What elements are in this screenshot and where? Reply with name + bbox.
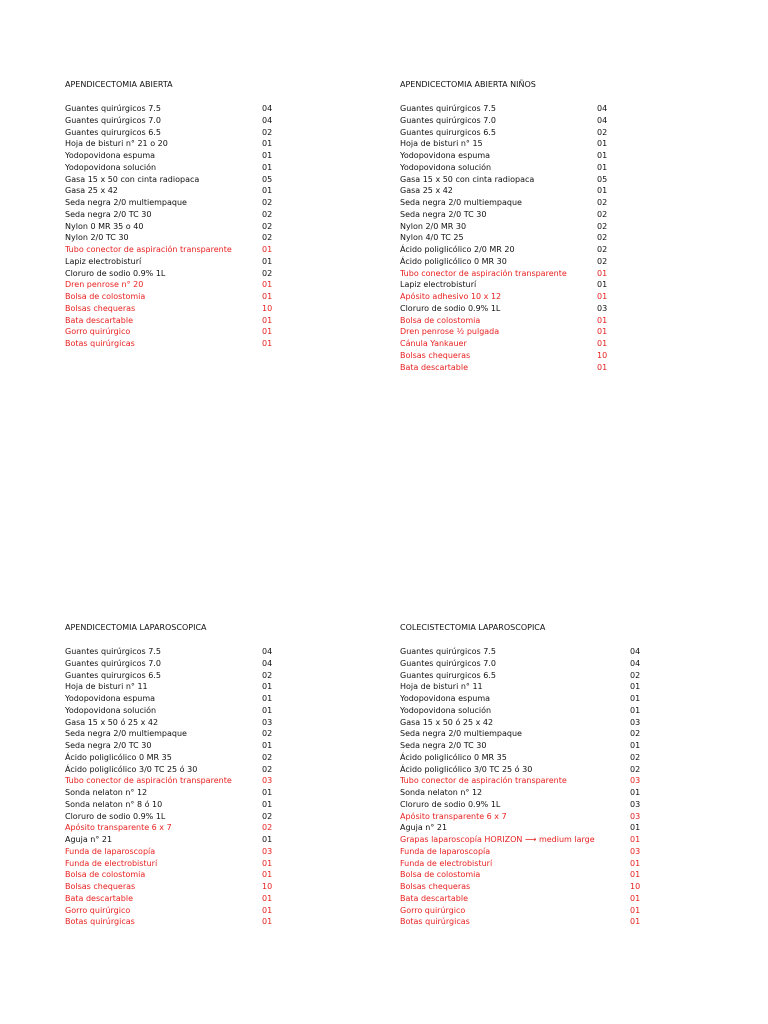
item-quantity: 10 bbox=[262, 882, 273, 891]
list-item bbox=[400, 326, 615, 338]
list-item bbox=[65, 162, 280, 174]
item-quantity: 02 bbox=[262, 233, 273, 243]
item-quantity: 03 bbox=[630, 846, 641, 856]
list-item bbox=[65, 728, 280, 740]
list-item bbox=[400, 858, 650, 870]
item-name: Hoja de bisturi n° 11 bbox=[65, 682, 148, 692]
list-item bbox=[65, 693, 280, 705]
list-item bbox=[400, 799, 650, 811]
item-name: Ácido poliglicólico 3/0 TC 25 ó 30 bbox=[400, 764, 533, 774]
item-quantity: 04 bbox=[630, 647, 641, 656]
item-name: Seda negra 2/0 multiempaque bbox=[400, 198, 522, 207]
list-item bbox=[400, 315, 615, 327]
item-name: Seda negra 2/0 multiempaque bbox=[65, 729, 187, 739]
list-item bbox=[400, 291, 615, 303]
list-item bbox=[400, 268, 615, 280]
item-quantity: 05 bbox=[597, 174, 608, 184]
item-quantity: 01 bbox=[630, 858, 641, 868]
item-quantity: 02 bbox=[262, 127, 273, 137]
section-apendicectomia-abierta-ninos bbox=[400, 79, 615, 373]
item-quantity: 03 bbox=[262, 846, 273, 856]
item-quantity: 02 bbox=[262, 823, 273, 833]
item-quantity: 02 bbox=[630, 752, 641, 762]
item-quantity: 03 bbox=[630, 776, 641, 786]
list-item bbox=[400, 893, 650, 905]
item-name: Lapiz electrobisturí bbox=[400, 280, 477, 290]
list-item bbox=[65, 811, 280, 823]
item-quantity: 01 bbox=[262, 858, 273, 868]
item-name: Guantes quirurgicos 6.5 bbox=[400, 670, 496, 680]
item-name: Gasa 15 x 50 con cinta radiopaca bbox=[65, 174, 200, 184]
list-item bbox=[65, 174, 280, 186]
item-name: Tubo conector de aspiración transparente bbox=[400, 776, 567, 786]
item-name: Apósito transparente 6 x 7 bbox=[400, 811, 507, 821]
item-quantity: 01 bbox=[262, 788, 273, 797]
item-quantity: 10 bbox=[597, 350, 608, 360]
list-item bbox=[65, 221, 280, 233]
list-item bbox=[65, 846, 280, 858]
item-quantity: 01 bbox=[630, 870, 641, 880]
item-quantity: 10 bbox=[262, 303, 273, 313]
list-item bbox=[400, 338, 615, 350]
list-item bbox=[65, 291, 280, 303]
item-quantity: 02 bbox=[630, 670, 641, 680]
list-item bbox=[65, 115, 280, 127]
item-name: Tubo conector de aspiración transparente bbox=[400, 268, 567, 278]
item-name: Ácido poliglicólico 0 MR 35 bbox=[65, 752, 172, 762]
item-list bbox=[65, 646, 280, 928]
list-item bbox=[65, 740, 280, 752]
item-name: Funda de laparoscopía bbox=[65, 846, 156, 856]
item-name: Seda negra 2/0 TC 30 bbox=[400, 209, 487, 219]
item-name: Ácido poliglicólico 0 MR 30 bbox=[400, 256, 507, 266]
list-item bbox=[400, 232, 615, 244]
item-quantity: 02 bbox=[262, 729, 273, 739]
item-name: Guantes quirurgicos 6.5 bbox=[65, 127, 161, 137]
item-name: Seda negra 2/0 TC 30 bbox=[65, 209, 152, 219]
item-name: Funda de laparoscopía bbox=[400, 846, 491, 856]
item-quantity: 01 bbox=[630, 905, 641, 915]
item-quantity: 03 bbox=[630, 811, 641, 821]
item-name: Apósito transparente 6 x 7 bbox=[65, 823, 172, 833]
item-name: Gasa 25 x 42 bbox=[400, 186, 453, 196]
item-name: Bolsa de colostomia bbox=[400, 315, 481, 325]
list-item bbox=[400, 916, 650, 928]
item-name: Seda negra 2/0 TC 30 bbox=[65, 741, 152, 750]
item-name: Hoja de bisturi n° 15 bbox=[400, 139, 483, 149]
list-item bbox=[65, 315, 280, 327]
item-name: Cánula Yankauer bbox=[400, 339, 467, 348]
item-name: Bolsa de colostomia bbox=[65, 870, 146, 880]
list-item bbox=[65, 822, 280, 834]
item-name: Yodopovidona espuma bbox=[65, 151, 156, 160]
item-quantity: 01 bbox=[630, 741, 641, 750]
list-item bbox=[65, 752, 280, 764]
item-quantity: 01 bbox=[597, 139, 608, 149]
item-quantity: 01 bbox=[597, 315, 608, 325]
item-name: Bolsas chequeras bbox=[65, 882, 136, 891]
item-name: Bata descartable bbox=[400, 362, 468, 372]
item-name: Gasa 15 x 50 ó 25 x 42 bbox=[400, 717, 494, 727]
item-quantity: 02 bbox=[597, 127, 608, 137]
item-name: Guantes quirúrgicos 7.5 bbox=[65, 647, 161, 656]
item-quantity: 04 bbox=[262, 104, 273, 113]
list-item bbox=[400, 869, 650, 881]
item-name: Aguja n° 21 bbox=[65, 835, 113, 844]
list-item bbox=[400, 905, 650, 917]
list-item bbox=[400, 775, 650, 787]
list-item bbox=[400, 162, 615, 174]
list-item bbox=[400, 197, 615, 209]
list-item bbox=[65, 197, 280, 209]
item-name: Botas quirúrgicas bbox=[65, 917, 135, 927]
item-quantity: 01 bbox=[597, 280, 608, 290]
item-name: Gasa 15 x 50 con cinta radiopaca bbox=[400, 174, 535, 184]
item-name: Apósito adhesivo 10 x 12 bbox=[400, 292, 502, 301]
list-item bbox=[65, 303, 280, 315]
item-name: Bolsas chequeras bbox=[65, 303, 136, 313]
item-name: Dren penrose n° 20 bbox=[65, 280, 144, 290]
item-name: Nylon 4/0 TC 25 bbox=[400, 233, 464, 243]
item-name: Hoja de bisturi n° 11 bbox=[400, 682, 483, 692]
item-quantity: 01 bbox=[630, 917, 641, 927]
item-quantity: 02 bbox=[262, 268, 273, 278]
list-item bbox=[65, 209, 280, 221]
section-title: COLECISTECTOMIA LAPAROSCOPICA bbox=[400, 623, 546, 632]
item-quantity: 01 bbox=[597, 162, 608, 172]
list-item bbox=[400, 811, 650, 823]
list-item bbox=[65, 799, 280, 811]
item-name: Gorro quirúrgico bbox=[65, 327, 131, 337]
list-item bbox=[400, 705, 650, 717]
item-quantity: 01 bbox=[262, 245, 273, 254]
item-quantity: 03 bbox=[597, 303, 608, 313]
item-name: Yodopovidona espuma bbox=[400, 694, 491, 703]
item-quantity: 01 bbox=[262, 905, 273, 915]
item-name: Guantes quirúrgicos 7.0 bbox=[65, 658, 161, 668]
item-quantity: 02 bbox=[262, 811, 273, 821]
item-name: Aguja n° 21 bbox=[400, 823, 448, 833]
list-item bbox=[400, 846, 650, 858]
item-quantity: 01 bbox=[262, 327, 273, 337]
item-quantity: 02 bbox=[262, 198, 273, 207]
item-quantity: 04 bbox=[630, 658, 641, 668]
list-item bbox=[65, 244, 280, 256]
item-quantity: 01 bbox=[630, 823, 641, 833]
list-item bbox=[400, 728, 650, 740]
item-quantity: 01 bbox=[262, 870, 273, 880]
list-item bbox=[400, 221, 615, 233]
item-name: Seda negra 2/0 TC 30 bbox=[400, 741, 487, 750]
item-quantity: 01 bbox=[262, 694, 273, 703]
item-quantity: 01 bbox=[630, 893, 641, 903]
item-quantity: 01 bbox=[630, 835, 641, 844]
list-item bbox=[65, 705, 280, 717]
item-name: Funda de electrobisturí bbox=[65, 858, 158, 868]
list-item bbox=[65, 858, 280, 870]
item-quantity: 02 bbox=[630, 764, 641, 774]
item-quantity: 02 bbox=[262, 764, 273, 774]
list-item bbox=[400, 658, 650, 670]
item-name: Tubo conector de aspiración transparente bbox=[65, 776, 232, 786]
list-item bbox=[400, 303, 615, 315]
item-name: Bolsa de colostomia bbox=[400, 870, 481, 880]
item-quantity: 01 bbox=[597, 362, 608, 372]
item-quantity: 01 bbox=[262, 835, 273, 844]
list-item bbox=[400, 693, 650, 705]
item-name: Botas quirúrgicas bbox=[65, 339, 135, 348]
section-apendicectomia-laparoscopica bbox=[65, 622, 280, 928]
item-quantity: 01 bbox=[262, 151, 273, 160]
list-item bbox=[65, 268, 280, 280]
item-quantity: 02 bbox=[630, 729, 641, 739]
item-name: Guantes quirúrgicos 7.5 bbox=[65, 104, 161, 113]
item-quantity: 03 bbox=[262, 717, 273, 727]
item-quantity: 01 bbox=[262, 893, 273, 903]
list-item bbox=[400, 740, 650, 752]
item-name: Sonda nelaton n° 12 bbox=[400, 788, 483, 797]
section-title: APENDICECTOMIA LAPAROSCOPICA bbox=[65, 623, 207, 632]
item-name: Bolsas chequeras bbox=[400, 350, 471, 360]
list-item bbox=[65, 681, 280, 693]
item-quantity: 02 bbox=[262, 670, 273, 680]
item-quantity: 04 bbox=[597, 104, 608, 113]
item-quantity: 01 bbox=[262, 917, 273, 927]
item-name: Bata descartable bbox=[65, 315, 133, 325]
list-item bbox=[65, 138, 280, 150]
list-item bbox=[65, 256, 280, 268]
list-item bbox=[400, 350, 615, 362]
item-list bbox=[65, 103, 280, 350]
item-name: Ácido poliglicólico 0 MR 35 bbox=[400, 752, 507, 762]
item-name: Dren penrose ½ pulgada bbox=[400, 327, 500, 337]
item-quantity: 10 bbox=[630, 882, 641, 891]
item-name: Yodopovidona solución bbox=[65, 162, 157, 172]
item-name: Nylon 0 MR 35 o 40 bbox=[65, 221, 144, 231]
item-name: Guantes quirúrgicos 7.0 bbox=[65, 115, 161, 125]
item-quantity: 04 bbox=[597, 115, 608, 125]
list-item bbox=[400, 150, 615, 162]
item-quantity: 03 bbox=[262, 776, 273, 786]
item-name: Guantes quirúrgicos 7.0 bbox=[400, 115, 496, 125]
item-quantity: 01 bbox=[262, 139, 273, 149]
item-name: Yodopovidona espuma bbox=[400, 151, 491, 160]
item-quantity: 01 bbox=[262, 799, 273, 809]
item-quantity: 02 bbox=[597, 245, 608, 254]
list-item bbox=[400, 752, 650, 764]
section-colecistectomia-laparoscopica bbox=[400, 622, 650, 928]
item-quantity: 01 bbox=[630, 682, 641, 692]
list-item bbox=[65, 670, 280, 682]
list-item bbox=[400, 881, 650, 893]
item-quantity: 02 bbox=[597, 221, 608, 231]
item-name: Gasa 25 x 42 bbox=[65, 186, 118, 196]
item-quantity: 04 bbox=[262, 115, 273, 125]
item-quantity: 02 bbox=[262, 752, 273, 762]
item-quantity: 01 bbox=[597, 151, 608, 160]
list-item bbox=[400, 834, 650, 846]
list-item bbox=[65, 834, 280, 846]
list-item bbox=[400, 103, 615, 115]
list-item bbox=[400, 279, 615, 291]
item-quantity: 03 bbox=[630, 799, 641, 809]
item-quantity: 01 bbox=[262, 682, 273, 692]
item-name: Yodopovidona espuma bbox=[65, 694, 156, 703]
item-quantity: 01 bbox=[262, 741, 273, 750]
section-apendicectomia-abierta bbox=[65, 79, 280, 350]
item-quantity: 01 bbox=[262, 315, 273, 325]
list-item bbox=[65, 185, 280, 197]
item-name: Yodopovidona solución bbox=[400, 162, 492, 172]
item-name: Cloruro de sodio 0.9% 1L bbox=[400, 799, 501, 809]
item-quantity: 01 bbox=[262, 339, 273, 348]
item-quantity: 04 bbox=[262, 658, 273, 668]
item-name: Hoja de bisturi n° 21 o 20 bbox=[65, 139, 168, 149]
list-item bbox=[65, 338, 280, 350]
item-name: Bolsas chequeras bbox=[400, 882, 471, 891]
item-name: Nylon 2/0 TC 30 bbox=[65, 233, 129, 243]
item-list bbox=[400, 103, 615, 373]
list-item bbox=[65, 869, 280, 881]
list-item bbox=[400, 681, 650, 693]
item-name: Cloruro de sodio 0.9% 1L bbox=[65, 811, 166, 821]
list-item bbox=[65, 646, 280, 658]
item-name: Seda negra 2/0 multiempaque bbox=[65, 198, 187, 207]
item-quantity: 01 bbox=[630, 788, 641, 797]
item-name: Gasa 15 x 50 ó 25 x 42 bbox=[65, 717, 159, 727]
list-item bbox=[65, 893, 280, 905]
item-name: Guantes quirurgicos 6.5 bbox=[400, 127, 496, 137]
section-title: APENDICECTOMIA ABIERTA NIÑOS bbox=[400, 80, 536, 89]
item-name: Gorro quirúrgico bbox=[400, 905, 466, 915]
item-list bbox=[400, 646, 650, 928]
list-item bbox=[400, 138, 615, 150]
item-quantity: 01 bbox=[630, 694, 641, 703]
list-item bbox=[65, 103, 280, 115]
item-quantity: 01 bbox=[262, 256, 273, 266]
section-title: APENDICECTOMIA ABIERTA bbox=[65, 80, 173, 89]
item-quantity: 01 bbox=[262, 705, 273, 715]
list-item bbox=[65, 881, 280, 893]
list-item bbox=[400, 209, 615, 221]
item-quantity: 01 bbox=[262, 280, 273, 290]
list-item bbox=[400, 244, 615, 256]
item-quantity: 02 bbox=[262, 221, 273, 231]
list-item bbox=[400, 646, 650, 658]
list-item bbox=[400, 670, 650, 682]
item-name: Funda de electrobisturí bbox=[400, 858, 493, 868]
item-quantity: 02 bbox=[597, 256, 608, 266]
item-quantity: 01 bbox=[597, 186, 608, 196]
list-item bbox=[65, 775, 280, 787]
item-name: Botas quirúrgicas bbox=[400, 917, 470, 927]
list-item bbox=[65, 658, 280, 670]
item-quantity: 01 bbox=[597, 268, 608, 278]
list-item bbox=[65, 717, 280, 729]
list-item bbox=[400, 787, 650, 799]
list-item bbox=[65, 916, 280, 928]
item-name: Guantes quirúrgicos 7.5 bbox=[400, 104, 496, 113]
item-name: Tubo conector de aspiración transparente bbox=[65, 245, 232, 254]
list-item bbox=[65, 279, 280, 291]
item-quantity: 02 bbox=[597, 209, 608, 219]
list-item bbox=[400, 822, 650, 834]
item-quantity: 01 bbox=[630, 705, 641, 715]
item-quantity: 05 bbox=[262, 174, 273, 184]
item-quantity: 04 bbox=[262, 647, 273, 656]
item-name: Gorro quirúrgico bbox=[65, 905, 131, 915]
item-name: Bata descartable bbox=[400, 893, 468, 903]
item-name: Ácido poliglicólico 2/0 MR 20 bbox=[400, 245, 515, 254]
item-quantity: 02 bbox=[597, 233, 608, 243]
list-item bbox=[400, 362, 615, 374]
item-name: Cloruro de sodio 0.9% 1L bbox=[65, 268, 166, 278]
list-item bbox=[65, 150, 280, 162]
list-item bbox=[400, 185, 615, 197]
item-quantity: 01 bbox=[262, 292, 273, 301]
item-name: Cloruro de sodio 0.9% 1L bbox=[400, 303, 501, 313]
list-item bbox=[400, 764, 650, 776]
list-item bbox=[65, 905, 280, 917]
item-name: Seda negra 2/0 multiempaque bbox=[400, 729, 522, 739]
item-quantity: 01 bbox=[597, 327, 608, 337]
list-item bbox=[65, 787, 280, 799]
item-name: Guantes quirurgicos 6.5 bbox=[65, 670, 161, 680]
item-name: Nylon 2/0 MR 30 bbox=[400, 221, 467, 231]
item-quantity: 01 bbox=[262, 162, 273, 172]
item-name: Guantes quirúrgicos 7.0 bbox=[400, 658, 496, 668]
item-quantity: 02 bbox=[262, 209, 273, 219]
list-item bbox=[400, 174, 615, 186]
list-item bbox=[400, 256, 615, 268]
item-name: Ácido poliglicólico 3/0 TC 25 ó 30 bbox=[65, 764, 198, 774]
item-name: Sonda nelaton n° 8 ó 10 bbox=[65, 799, 163, 809]
item-quantity: 01 bbox=[597, 339, 608, 348]
item-name: Grapas laparoscopía HORIZON ⟶ medium large bbox=[400, 835, 595, 844]
item-name: Guantes quirúrgicos 7.5 bbox=[400, 647, 496, 656]
list-item bbox=[65, 326, 280, 338]
item-name: Sonda nelaton n° 12 bbox=[65, 788, 148, 797]
list-item bbox=[65, 764, 280, 776]
item-quantity: 01 bbox=[262, 186, 273, 196]
item-quantity: 01 bbox=[597, 292, 608, 301]
item-name: Yodopovidona solución bbox=[65, 705, 157, 715]
list-item bbox=[400, 717, 650, 729]
item-quantity: 03 bbox=[630, 717, 641, 727]
item-name: Yodopovidona solución bbox=[400, 705, 492, 715]
list-item bbox=[400, 115, 615, 127]
item-name: Bata descartable bbox=[65, 893, 133, 903]
list-item bbox=[65, 232, 280, 244]
item-name: Bolsa de colostomia bbox=[65, 292, 146, 301]
item-quantity: 02 bbox=[597, 198, 608, 207]
item-name: Lapiz electrobisturí bbox=[65, 256, 142, 266]
list-item bbox=[400, 127, 615, 139]
list-item bbox=[65, 127, 280, 139]
